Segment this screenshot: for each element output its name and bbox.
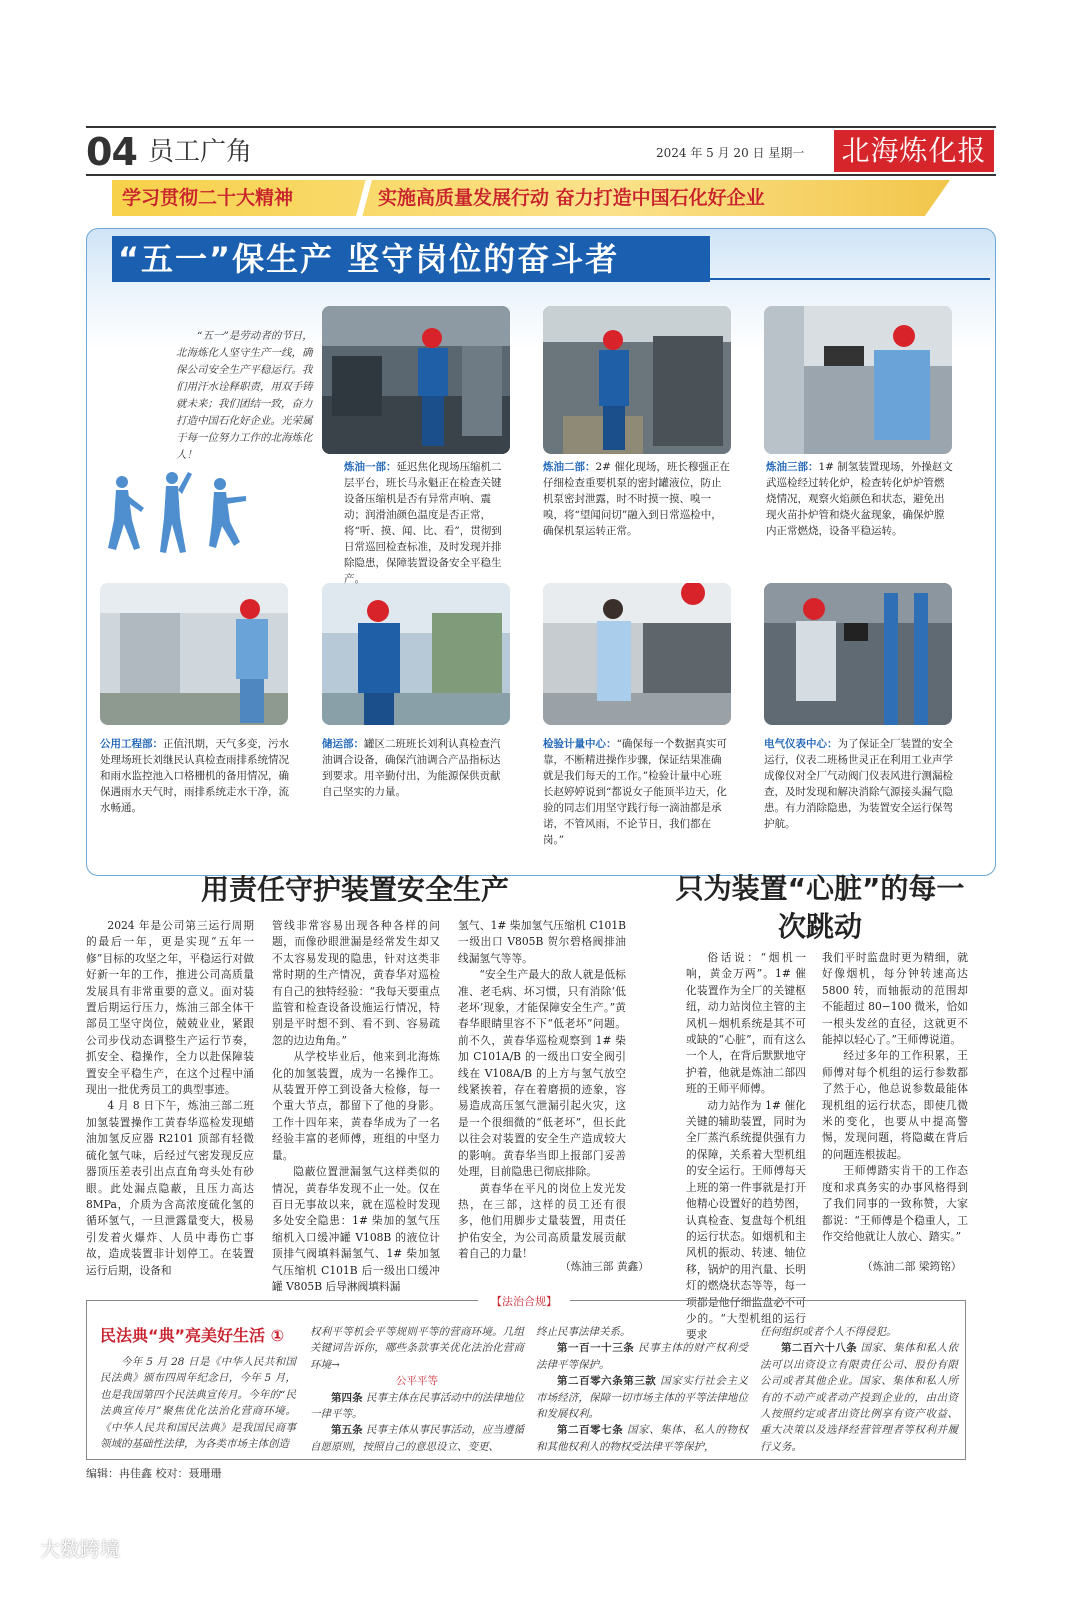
paragraph: “安全生产最大的敌人就是低标准、老毛病、坏习惯，只有消除‘低老坏’现象，才能保障安全生产。”黄春华眼睛里容不下“低老坏”问题。前不久，黄春华巡检观察到 1# 柴加 C101A/B 的一级出口安全阀引线在 V108A/B 的上方与氢气放空线紧挨着，存在着磨损的迹象，容易造成高压氢气泄漏引起火灾，这是一个很细微的“低老坏”，但长此以往会对装置的安全生产造成较大的影响。黄春华当即上报部门妥善处理，目前隐患已彻底排除。 — [458, 968, 626, 1179]
article1-title: 用责任守护装置安全生产 — [200, 873, 509, 906]
slogan-left-text: 学习贯彻二十大精神 — [122, 187, 294, 209]
caption-refining-2 — [543, 459, 731, 539]
caption-text: 为了保证全厂装置的安全运行，仪表二班杨世灵正在利用工业声学成像仪对全厂气动阀门仪表风进行测漏检查，及时发现和解决消除气源接头漏气隐患。有力消除隐患，为装置安全运行保驾护航。 — [764, 738, 953, 830]
caption-text: “确保每一个数据真实可靠，不断精进操作步骤，保证结果准确就是我们每天的工作。”检验计量中心班长赵婷婷说到“都说女子能顶半边天，化验的同志们用坚守践行每一滴油都是承诺，不管风雨，不论节日，我们都在岗。” — [543, 738, 727, 846]
article-number: 第四条 — [331, 1391, 363, 1404]
article-number: 第二百六十八条 — [781, 1342, 857, 1355]
photo-lab — [543, 583, 731, 725]
editor-credits: 编辑：冉佳鑫 校对：聂珊珊 — [86, 1467, 222, 1480]
paragraph: 王师傅踏实肯干的工作态度和求真务实的办事风格得到了我们同事的一致称赞，大家都说：“王师傅是个稳重人，工作交给他就让人放心、踏实。” — [822, 1164, 968, 1243]
caption-label: 储运部： — [322, 738, 364, 750]
article-number: 第二百零六条第三款 — [557, 1375, 657, 1388]
paragraph: 2024 年是公司第三运行周期的最后一年，更是实现“五年一修”目标的攻坚之年，平稳运行对做好新一年的工作，推进公司高质量发展具有非常重要的意义。面对装置后期运行压力，炼油三部全体干部员工坚守岗位，兢兢业业，紧跟公司步伐动态调整生产运行节奏，抓安全、稳操作，全力以赴保障装置安全平稳生产，在这个过程中涌现出一批优秀员工的典型事迹。 — [86, 919, 254, 1097]
caption-label: 炼油三部： — [766, 461, 819, 473]
law-article — [536, 1422, 748, 1455]
article-text: 民事主体在民事活动中的法律地位一律平等。 — [310, 1391, 524, 1421]
caption-refining-1 — [344, 459, 510, 587]
caption-label: 电气仪表中心： — [764, 738, 838, 750]
feature-title: “五一”保生产 坚守岗位的奋斗者 — [118, 240, 620, 278]
law-article — [310, 1422, 524, 1455]
law-article — [760, 1340, 958, 1455]
law-title: 民法典“典”亮美好生活 ① — [100, 1326, 285, 1345]
watermark-label: 大数跨境 — [40, 1537, 120, 1561]
caption-label: 检验计量中心： — [543, 738, 617, 750]
law-col3 — [536, 1324, 748, 1455]
caption-label: 炼油一部： — [344, 461, 397, 473]
article-number: 第一百一十三条 — [557, 1342, 635, 1355]
article-text: 国家、集体、私人的物权和其他权利人的物权受法律平等保护， — [536, 1424, 748, 1453]
section-name: 员工广角 — [148, 137, 253, 167]
article2-title: 只为装置“心脏”的每一次跳动 — [675, 872, 965, 943]
slogan-right-text: 实施高质量发展行动 奋力打造中国石化好企业 — [378, 187, 765, 209]
caption-label: 炼油二部： — [543, 461, 596, 473]
page-number: 04 — [86, 130, 137, 174]
caption-refining-3 — [766, 459, 954, 539]
masthead-bottom-rule — [86, 174, 996, 176]
article1-col2 — [272, 918, 440, 1295]
paragraph: 任何组织或者个人不得侵犯。 — [760, 1326, 897, 1338]
article1-col1 — [86, 918, 254, 1279]
law-section-tag: 【法治合规】 — [478, 1293, 570, 1311]
paragraph: 终止民事法律关系。 — [536, 1326, 631, 1338]
paragraph: 今年 5 月 28 日是《中华人民共和国民法典》颁布四周年纪念日，今年 5 月，也是我国第四个民法典宣传月。今年的“民法典宣传月”聚焦优化法治化营商环境。《中华人民共和国民法典》是我国民商事领域的基础性法律，为各类市场主体创造 — [100, 1356, 296, 1451]
paragraph: 经过多年的工作积累，王师傅对每个机组的运行参数都了然于心，他总说参数最能体现机组的运行状态，即使几微米的变化，也要从中提高警惕，发现问题，将隐藏在背后的问题连根拔起。 — [822, 1049, 968, 1161]
caption-storage — [322, 736, 510, 800]
law-subheading: 公平平等 — [396, 1375, 438, 1388]
feature-intro: “五一”是劳动者的节日，北海炼化人坚守生产一线，确保公司安全生产平稳运行。我们用汗水诠释职责，用双手铸就未来；我们团结一致，奋力打造中国石化好企业。光荣属于每一位努力工作的北海炼化人！ — [176, 330, 313, 461]
caption-text: 正值汛期，天气多变，污水处理场班长刘继民认真检查雨排系统情况和雨水监控池入口格栅机的备用情况，确保遇雨水天气时，雨排系统走水干净，流水畅通。 — [100, 738, 289, 814]
photo-refining-2 — [543, 306, 731, 454]
caption-electrical — [764, 736, 954, 832]
article1-col3 — [458, 918, 626, 1263]
paragraph: 管线非常容易出现各种各样的问题，而像砂眼泄漏是经常发生却又不太容易发现的隐患，针对这类非常时期的生产情况，黄春华对巡检有自己的独特经验：“我每天要重点监管和检查设备设施运行情况，特别是平时想不到、看不到、容易疏忽的边边角角。” — [272, 919, 440, 1047]
law-col2 — [310, 1324, 524, 1455]
paragraph: 氢气、1# 柴加氢气压缩机 C101B 一级出口 V805B 贺尔碧格阀排油线漏氢气等等。 — [458, 919, 626, 965]
caption-utilities — [100, 736, 290, 816]
article-text: 民事主体从事民事活动，应当遵循自愿原则，按照自己的意思设立、变更、 — [310, 1424, 524, 1453]
paragraph: 权利平等机会平等规则平等的营商环境。几组关键词告诉你，哪些条款事关优化法治化营商环境→ — [310, 1326, 524, 1371]
paragraph: 动力站作为 1# 催化关键的辅助装置，同时为全厂蒸汽系统提供强有力的保障，关系着大型机组的安全运行。王师傅每天上班的第一件事就是打开他精心设置好的趋势图，认真检查、复盘每个机组的运行状态。如烟机和主风机的振动、转速、轴位移，锅炉的用汽量、长明灯的燃烧状态等等，每一项都是他仔细监盘必不可少的。“大型机组的运行要求 — [686, 1098, 806, 1342]
article2-col1 — [686, 950, 806, 1344]
article-text: 国家实行社会主义市场经济，保障一切市场主体的平等法律地位和发展权利。 — [536, 1375, 749, 1421]
law-article — [536, 1373, 748, 1422]
photo-storage — [322, 583, 510, 725]
paragraph: 隐蔽位置泄漏氢气这样类似的情况，黄春华发现不止一处。仅在百日无事故以来，就在巡检时发现多处安全隐患：1# 柴加的氢气压缩机入口缓冲罐 V108B 的液位计顶排气阀填料漏氢气、1# 柴加氢气压缩机 C101B 后一级出口缓冲罐 V805B 后导淋阀填料漏 — [272, 1165, 440, 1293]
caption-text: 罐区二班班长刘利认真检查汽油调合设备，确保汽油调合产品指标达到要求。用辛勤付出，为能源保供贡献自己坚实的力量。 — [322, 738, 501, 798]
article1-byline: （炼油三部 黄鑫） — [560, 1260, 649, 1273]
watermark-logo-icon — [10, 1540, 40, 1560]
article-number: 第二百零七条 — [557, 1424, 624, 1437]
photo-utilities — [100, 583, 288, 725]
law-col4 — [760, 1324, 958, 1455]
photo-electrical — [764, 583, 952, 725]
photo-refining-3 — [764, 306, 952, 454]
caption-lab — [543, 736, 731, 848]
article-text: 民事主体的财产权利受法律平等保护。 — [536, 1342, 749, 1371]
feature-title-rule — [710, 278, 990, 280]
law-article — [536, 1340, 748, 1373]
paragraph: 4 月 8 日下午，炼油三部二班加氢装置操作工黄春华巡检发现蜡油加氢反应器 R2101 顶部有轻微硫化氢气味，后经过气密发现反应器顶压差表引出点直角弯头处有砂眼。此处漏点隐蔽，且压力高达 8MPa，介质为含高浓度硫化氢的循环氢气，一旦泄露量变大，极易引发着火爆炸、人员中毒伤亡事故，造成装置非计划停工。在装置运行后期，设备和 — [86, 1099, 254, 1277]
law-col1 — [100, 1354, 296, 1452]
article-text: 国家、集体和私人依法可以出资设立有限责任公司、股份有限公司或者其他企业。国家、集体和私人所有的不动产或者动产投到企业的，由出资人按照约定或者出资比例享有资产收益、重大决策以及选择经营管理者等权利并履行义务。 — [760, 1342, 959, 1453]
paragraph: 黄春华在平凡的岗位上发光发热，在三部，这样的员工还有很多，他们用脚步丈量装置，用责任护佑安全，为公司高质量发展贡献着自己的力量！ — [458, 1181, 626, 1261]
paragraph: 从学校毕业后，他来到北海炼化的加氢装置，成为一名操作工。从装置开停工到设备大检修，每一个重大节点，都留下了他的身影。工作十四年来，黄春华成为了一名经验丰富的老师傅，班组的中坚力量。 — [272, 1050, 440, 1162]
article2-col2 — [822, 950, 968, 1245]
paragraph: 俗话说：“烟机一响，黄金万两”。1# 催化装置作为全厂的关键枢纽，动力站岗位主管的主风机－烟机系统是其不可或缺的“心脏”，而有这么一个人，在背后默默地守护着，他就是炼油二部四班的王师平师傅。 — [686, 951, 806, 1096]
law-article — [310, 1390, 524, 1423]
issue-date: 2024 年 5 月 20 日 星期一 — [656, 146, 805, 160]
masthead-top-rule — [86, 126, 996, 128]
caption-text: 延迟焦化现场压缩机二层平台，班长马永魁正在检查关键设备压缩机是否有异常声响、震动；润滑油颜色温度是否正常，将“听、摸、闻、比、看”，贯彻到日常巡回检查标准，及时发现并排除隐患，保障装置设备安全平稳生产。 — [344, 461, 502, 585]
workers-silhouette-illustration — [96, 468, 256, 564]
paragraph: 我们平时监盘时更为精细，就好像烟机，每分钟转速高达 5800 转，而轴振动的范围却不能超过 80−100 微米，恰如一根头发丝的直径，这就更不能掉以轻心了。”王师傅说道。 — [822, 951, 968, 1047]
article-number: 第五条 — [331, 1424, 363, 1437]
caption-text: 2# 催化现场，班长穆强正在仔细检查重要机泵的密封罐液位，防止机泵密封泄露，时不时摸一摸、嗅一嗅，将“望闻问切”融入到日常巡检中，确保机泵运转正常。 — [543, 461, 730, 537]
paper-name-logo: 北海炼化报 — [834, 130, 994, 172]
article2-byline: （炼油二部 梁筠铭） — [862, 1260, 962, 1273]
caption-label: 公用工程部： — [100, 738, 163, 750]
photo-refining-1 — [322, 306, 510, 454]
caption-text: 1# 制氢装置现场，外操赵文武巡检经过转化炉，检查转化炉炉管燃烧情况，观察火焰颜色和状态，避免出现火苗扑炉管和烧火盆现象，确保炉膛内正常燃烧，设备平稳运转。 — [766, 461, 953, 537]
